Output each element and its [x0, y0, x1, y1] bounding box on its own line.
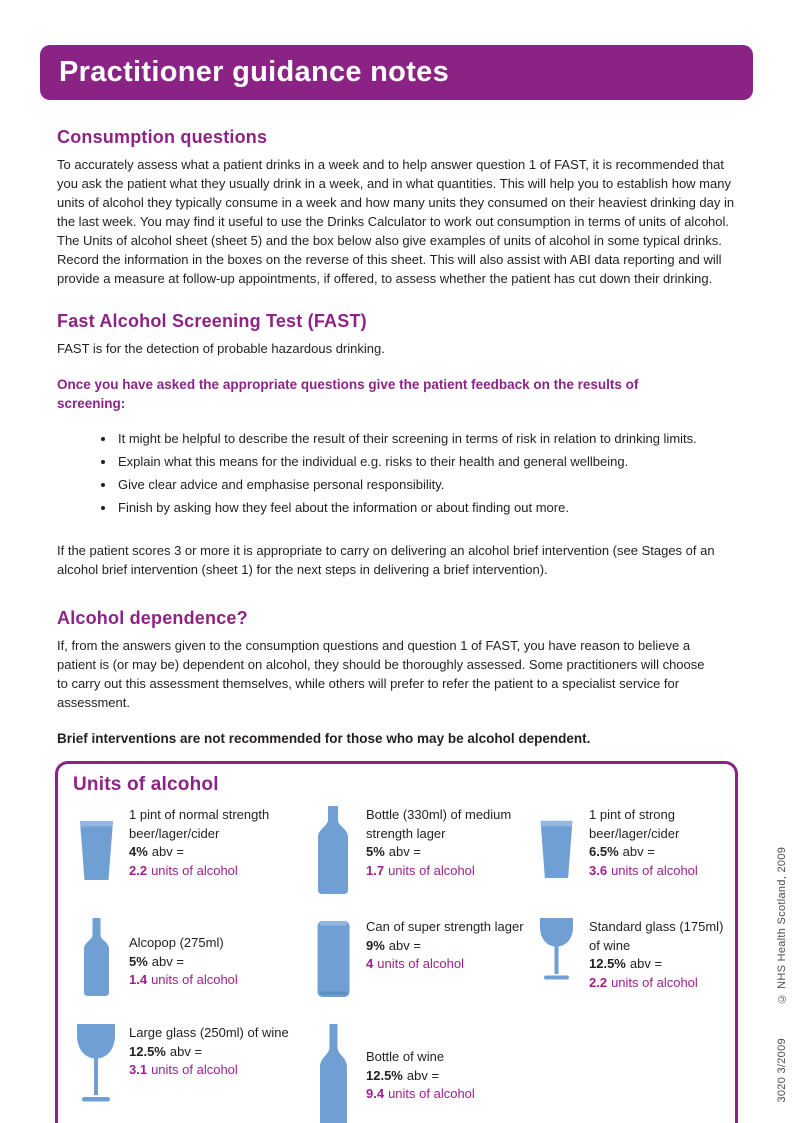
- page-content: [57, 127, 748, 1123]
- lager-can-icon: [310, 918, 356, 1000]
- page-title: Practitioner guidance notes: [59, 56, 450, 88]
- unit-item: [73, 918, 310, 1000]
- units-grid: [73, 806, 725, 1123]
- dependence-warning: Brief interventions are not recommended for those who may be alcohol dependent.: [57, 731, 591, 746]
- units-label: units of alcohol: [388, 1086, 475, 1101]
- large-wine-glass-icon: [73, 1024, 119, 1123]
- unit-text: [589, 806, 725, 894]
- side-publication-note: [776, 847, 788, 1103]
- fast-intro: FAST is for the detection of probable hazardous drinking.: [57, 341, 385, 356]
- units-label: units of alcohol: [151, 1062, 238, 1077]
- unit-desc: Bottle (330ml) of medium strength lager: [366, 807, 512, 841]
- abv-label: abv =: [388, 844, 421, 859]
- abv-label: abv =: [151, 844, 184, 859]
- unit-text: [129, 806, 310, 894]
- unit-value: 1.4: [129, 972, 148, 987]
- consumption-body: To accurately assess what a patient drinks in a week and to help answer question 1 of FAST, it is recommended that you ask the patient what they usually drink in a week, and in what quantities. This will help you to establish how many units of alcohol they typically consume in a week and how many units they consumed on their heaviest drinking day in the last week. You may find it useful to use the Drinks Calculator to work out consumption in terms of units of alcohol. The Units of alcohol sheet (sheet 5) and the box below also give examples of units of alcohol in some typical drinks. Record the information in the boxes on the reverse of this sheet. This will also assist with ABI data reporting and will provide a measure at follow-up appointments, if offered, to assess whether the patient has cut down their drinking.: [57, 157, 735, 286]
- wine-glass-icon: [533, 918, 579, 1000]
- fast-feedback-heading: Once you have asked the appropriate questions give the patient feedback on the results of screening:: [57, 377, 639, 411]
- unit-item: [533, 918, 725, 1000]
- pint-glass-icon: [533, 806, 579, 894]
- unit-item: [310, 1024, 533, 1123]
- section-heading-consumption: Consumption questions: [57, 127, 268, 147]
- units-box-heading: Units of alcohol: [73, 774, 219, 795]
- unit-desc: Bottle of wine: [366, 1049, 445, 1064]
- list-item: • Finish by asking how they feel about the information or about finding out more.: [116, 498, 748, 517]
- units-label: units of alcohol: [377, 956, 464, 971]
- unit-value: 2.2: [589, 974, 608, 990]
- unit-value: 4: [366, 956, 374, 971]
- fast-score-note: If the patient scores 3 or more it is appropriate to carry on delivering an alcohol brief intervention (see Stages of an alcohol brief intervention (sheet 1) for the next steps in delivering a brief intervention).: [57, 543, 715, 577]
- unit-text: [366, 918, 524, 1000]
- unit-desc: 1 pint of normal strength beer/lager/cider: [129, 807, 270, 841]
- title-banner: [40, 45, 753, 100]
- unit-desc: Alcopop (275ml): [129, 935, 224, 950]
- unit-abv: 12.5%: [129, 1043, 166, 1059]
- abv-label: abv =: [151, 953, 184, 969]
- pint-glass-icon: [73, 806, 119, 894]
- alcopop-bottle-icon: [73, 918, 119, 1000]
- unit-abv: 5%: [366, 844, 385, 859]
- unit-item: [533, 806, 725, 894]
- unit-text: [129, 918, 238, 1000]
- units-label: units of alcohol: [151, 862, 238, 878]
- unit-text: [589, 918, 725, 1000]
- publication-code: 3020 3/2009: [776, 1038, 788, 1103]
- unit-value: 3.6: [589, 862, 608, 878]
- abv-label: abv =: [629, 956, 663, 971]
- abv-label: abv =: [406, 1067, 440, 1083]
- fast-feedback-list: [57, 429, 748, 517]
- unit-abv: 12.5%: [589, 956, 626, 971]
- copyright-notice: © NHS Health Scotland, 2009: [776, 847, 788, 1006]
- unit-item: [310, 918, 533, 1000]
- section-heading-dependence: Alcohol dependence?: [57, 608, 248, 628]
- units-of-alcohol-box: [55, 761, 738, 1123]
- unit-item: [73, 1024, 310, 1123]
- unit-text: [129, 1024, 289, 1123]
- unit-abv: 6.5%: [589, 844, 619, 859]
- abv-label: abv =: [388, 937, 421, 953]
- section-heading-fast: Fast Alcohol Screening Test (FAST): [57, 311, 367, 331]
- units-label: units of alcohol: [151, 972, 238, 987]
- units-label: units of alcohol: [611, 974, 698, 990]
- list-item: • Give clear advice and emphasise personal responsibility.: [116, 475, 748, 494]
- unit-text: [366, 1024, 475, 1123]
- abv-label: abv =: [622, 844, 655, 859]
- unit-value: 3.1: [129, 1062, 148, 1077]
- unit-item: [73, 806, 310, 894]
- list-item: • It might be helpful to describe the result of their screening in terms of risk in relation to drinking limits.: [116, 429, 748, 448]
- unit-desc: Large glass (250ml) of wine: [129, 1025, 289, 1040]
- unit-abv: 5%: [129, 953, 148, 969]
- unit-abv: 4%: [129, 844, 148, 859]
- unit-value: 9.4: [366, 1086, 385, 1101]
- list-item: • Explain what this means for the individual e.g. risks to their health and general wellbeing.: [116, 452, 748, 471]
- unit-value: 1.7: [366, 862, 385, 878]
- unit-desc: 1 pint of strong beer/lager/cider: [589, 807, 680, 841]
- unit-desc: Can of super strength lager: [366, 919, 524, 934]
- beer-bottle-icon: [310, 806, 356, 894]
- units-label: units of alcohol: [611, 862, 698, 878]
- dependence-body: If, from the answers given to the consumption questions and question 1 of FAST, you have reason to believe a patient is (or may be) dependent on alcohol, they should be thoroughly assessed. Some practitioners will choose to carry out this assessment themselves, while others will prefer to refer the patient to a specialist service for assessment.: [57, 638, 705, 710]
- unit-value: 2.2: [129, 862, 148, 878]
- unit-desc: Standard glass (175ml) of wine: [589, 919, 724, 953]
- abv-label: abv =: [169, 1043, 203, 1059]
- unit-text: [366, 806, 533, 894]
- unit-abv: 12.5%: [366, 1067, 403, 1083]
- units-label: units of alcohol: [388, 862, 475, 878]
- unit-item: [310, 806, 533, 894]
- wine-bottle-icon: [310, 1024, 356, 1123]
- unit-abv: 9%: [366, 937, 385, 953]
